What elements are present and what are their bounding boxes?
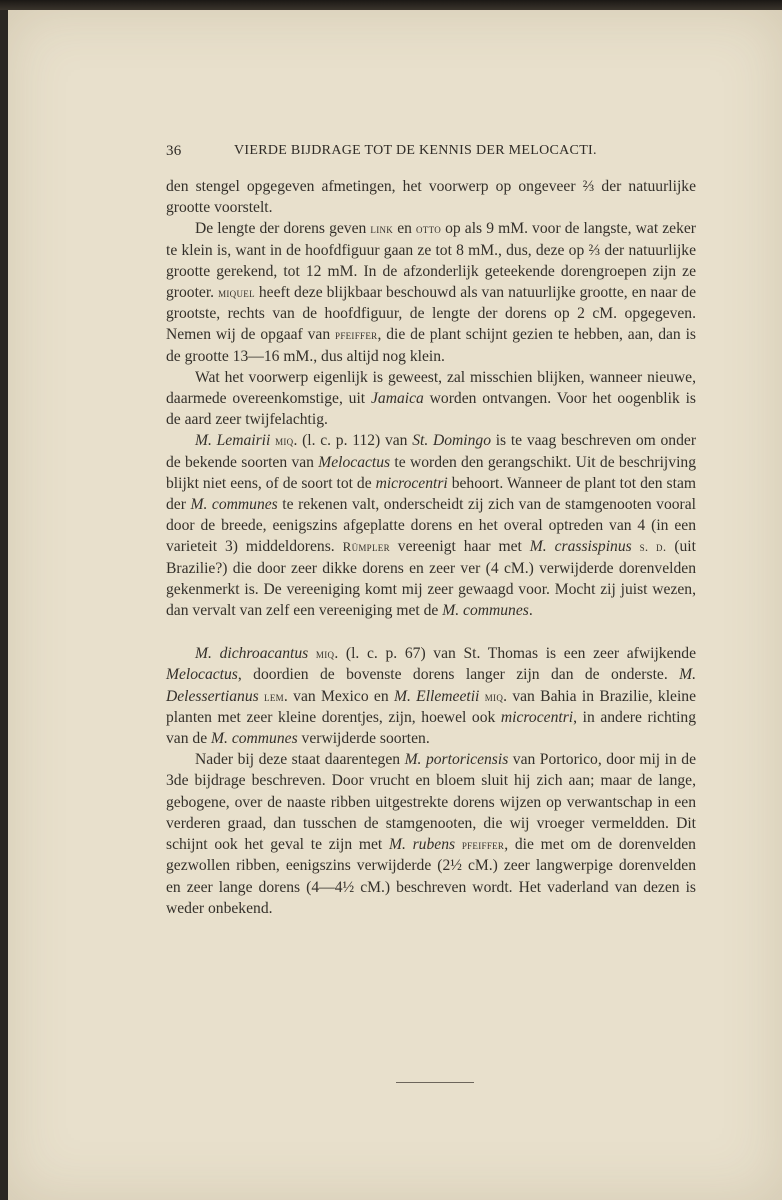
text-run: te rekenen valt, onderscheidt zij zich van de stamgenooten vooral door de breede, eenigszins afgeplatte dorens en het overal optreden van 4 (in een varieteit 3) middeldorens. — [166, 496, 696, 556]
text-run: heeft deze blijkbaar beschouwd als van natuurlijke grootte, en naar de grootste, rechts van de hoofdfiguur, de lengte der dorens op 2 cM. opgegeven. Nemen wij de opgaaf van — [166, 284, 696, 344]
paragraph — [166, 367, 696, 431]
text-run — [308, 645, 316, 662]
paragraph — [166, 218, 696, 366]
text-run: en — [393, 220, 416, 238]
small-caps-name: otto — [416, 221, 442, 237]
small-caps-name: lem — [264, 688, 284, 704]
small-caps-name: miquel — [218, 285, 255, 301]
italic-text: St. Domingo — [412, 432, 491, 450]
italic-text: Jamaica — [370, 390, 424, 408]
text-run: (uit Brazilie?) die door zeer dikke dorens en zeer ver (4 cM.) verwijderde dorenvelden gekenmerkt is. De vereeniging komt mij zeer gewaagd voor. Mocht zij juist wezen, dan vervalt van zelf een vereeniging met de — [166, 538, 696, 620]
text-run: van Portorico, door mij in de 3de bijdrage beschreven. Door vrucht en bloem sluit hij zich aan; maar de lange, gebogene, over de naaste ribben uitgestrekte dorens wijzen op verwantschap in een verderen graad, dan tusschen de stamgenooten, die wij vroeger vermeldden. Dit schijnt ook het geval te zijn met — [166, 751, 696, 854]
small-caps-name: Rümpler — [342, 539, 390, 555]
text-run: , doordien de bovenste dorens langer zijn dan de onderste. — [237, 666, 680, 684]
small-caps-name: s. d. — [639, 539, 667, 555]
text-run: den stengel opgegeven afmetingen, het voorwerp op ongeveer ⅔ der natuurlijke grootte voorstelt. — [166, 178, 696, 217]
section-end-rule — [396, 1082, 474, 1083]
text-run: Wat het voorwerp eigenlijk is geweest, zal misschien blijken, wanneer nieuwe, daarmede overeenkomstige, uit — [166, 368, 696, 408]
small-caps-name: pfeiffer — [335, 327, 378, 343]
italic-text: M. portoricensis — [404, 751, 509, 769]
text-run: , die met om de dorenvelden gezwollen ribben, eenigszins verwijderde (2½ cM.) zeer langwerpige dorenvelden en zeer lange dorens (4—4½ cM.) beschreven wordt. Het vaderland van dezen is weder onbekend. — [166, 836, 696, 917]
italic-text: M. dichroacantus — [195, 645, 309, 663]
paragraph — [166, 749, 696, 919]
text-run: Nader bij deze staat daarentegen — [195, 751, 405, 769]
text-run: , die de plant schijnt gezien te hebben, aan, dan is de grootte 13—16 mM., dus altijd nog klein. — [166, 326, 696, 365]
page-body-text — [166, 176, 696, 919]
text-run — [632, 538, 640, 555]
text-run: . van Mexico en — [283, 687, 394, 705]
small-caps-name: pfeiffer — [461, 837, 505, 853]
text-run: vereenigt haar met — [389, 538, 530, 556]
small-caps-name: miq — [315, 646, 335, 662]
page-number: 36 — [166, 143, 182, 159]
italic-text: M. rubens — [388, 836, 456, 854]
paragraph — [166, 176, 696, 218]
text-run: op als 9 mM. voor de langste, wat zeker te klein is, want in de hoofdfiguur gaan ze tot 8 mM., dus, deze op ⅔ der natuurlijke grootte gerekend, tot 12 mM. In de afzonderlijk geteekende dorengroepen zijn ze grooter. — [166, 220, 697, 302]
italic-text: microcentri — [500, 708, 574, 726]
small-caps-name: miq — [275, 433, 294, 449]
scan-top-edge — [0, 0, 782, 10]
text-run: . (l. c. p. 112) van — [293, 432, 413, 450]
text-run: behoort. Wanneer de plant tot den stam der — [166, 474, 696, 514]
small-caps-name: link — [370, 221, 394, 237]
small-caps-name: miq — [484, 688, 504, 704]
italic-text: M. communes — [190, 496, 278, 514]
text-run: , in andere richting van de — [166, 708, 696, 748]
italic-text: Melocactus — [166, 666, 238, 684]
italic-text: M. crassispinus — [529, 538, 632, 556]
text-run: worden ontvangen. Voor het oogenblik is de aard zeer twijfelachtig. — [166, 390, 696, 429]
italic-text: M. Ellemeetii — [393, 687, 480, 705]
text-run: . — [528, 602, 533, 620]
text-run — [455, 836, 462, 853]
paragraph — [166, 430, 696, 621]
italic-text: M. communes — [442, 602, 529, 620]
italic-text: microcentri — [375, 474, 448, 492]
text-run: te worden den gerangschikt. Uit de beschrijving blijkt niet eens, of de soort tot de — [166, 453, 696, 492]
text-run: . van Bahia in Brazilie, kleine planten met zeer kleine dorentjes, zijn, hoewel ook — [166, 687, 696, 726]
paragraph — [166, 643, 696, 749]
running-header — [166, 143, 696, 163]
italic-text: M. Lemairii — [195, 432, 271, 450]
text-run: verwijderde soorten. — [297, 730, 430, 748]
text-run: De lengte der dorens geven — [195, 220, 371, 238]
italic-text: M. communes — [211, 730, 298, 748]
italic-text: M. Delessertianus — [166, 666, 696, 705]
italic-text: Melocactus — [318, 453, 391, 471]
text-run: is te vaag beschreven om onder de bekende soorten van — [166, 432, 697, 471]
running-title: VIERDE BIJDRAGE TOT DE KENNIS DER MELOCACTI. — [234, 143, 597, 158]
text-run: . (l. c. p. 67) van St. Thomas is een zeer afwijkende — [334, 645, 697, 663]
